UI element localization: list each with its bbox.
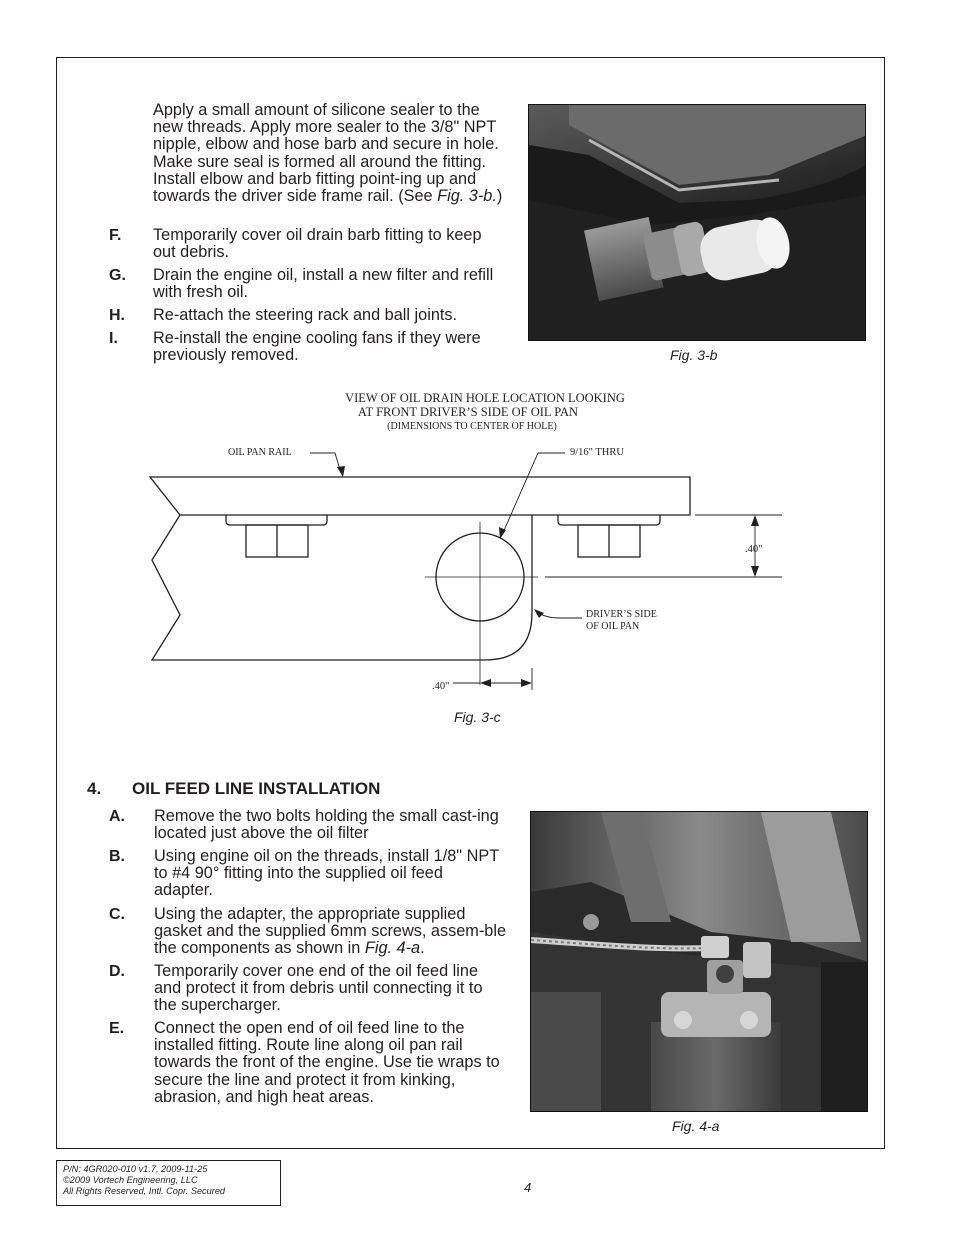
label-thru-hole: 9/16" THRU	[570, 447, 624, 458]
footer-part-number: P/N: 4GR020-010 v1.7, 2009-11-25	[63, 1164, 208, 1174]
step-d-text: Temporarily cover one end of the oil feed line and protect it from debris until connecting it to the supercharger.	[154, 962, 483, 1015]
fig-3b-caption: Fig. 3-b	[670, 347, 718, 363]
section-number: 4.	[87, 779, 102, 798]
step-c-text: Using the adapter, the appropriate supplied gasket and the supplied 6mm screws, assem-ble the components as shown in Fig. 4-a.	[154, 905, 507, 958]
step-g-label: G.	[109, 267, 126, 284]
step-f-text: Temporarily cover oil drain barb fitting to keep out debris.	[153, 226, 482, 262]
step-b-label: B.	[109, 848, 125, 865]
fig-4a-caption: Fig. 4-a	[672, 1118, 720, 1134]
fig-reference: Fig. 4-a	[364, 939, 421, 958]
intro-paragraph: Apply a small amount of silicone sealer to the new threads. Apply more sealer to the 3/8" NPT nipple, elbow and hose barb and secure in hole. Make sure seal is formed all around the fitting. Install elbow and barb fitting point-ing up and towards the driver side frame rail. (See Fig. 3-b.)	[153, 101, 503, 206]
step-a-label: A.	[109, 808, 125, 825]
diagram-title-line3: (DIMENSIONS TO CENTER OF HOLE)	[387, 421, 557, 432]
diagram-title-line2: AT FRONT DRIVER’S SIDE OF OIL PAN	[357, 405, 579, 419]
step-h-text: Re-attach the steering rack and ball joints.	[153, 306, 458, 324]
label-dim-right: .40"	[745, 544, 763, 555]
label-oil-pan-rail: OIL PAN RAIL	[228, 447, 292, 458]
oil-feed-adapter-photo	[530, 811, 868, 1112]
step-b-text: Using engine oil on the threads, install 1/8" NPT to #4 90° fitting into the supplied oil feed adapter.	[154, 847, 499, 900]
step-a-text: Remove the two bolts holding the small cast-ing located just above the oil filter	[154, 807, 499, 843]
oil-drain-fitting-photo	[528, 104, 866, 341]
label-drivers-side-2: OF OIL PAN	[586, 621, 640, 632]
section-title: OIL FEED LINE INSTALLATION	[132, 779, 381, 798]
fig-reference: Fig. 3-b.	[437, 187, 497, 206]
page-number: 4	[524, 1180, 532, 1195]
oil-drain-hole-diagram	[140, 385, 790, 705]
step-i-label: I.	[109, 330, 118, 347]
step-e-text: Connect the open end of oil feed line to the installed fitting. Route line along oil pan rail towards the front of the engine. Use tie wraps to secure the line and protect it from kinking, abrasion, and high heat areas.	[154, 1019, 500, 1106]
footer-box	[56, 1160, 281, 1206]
footer-rights: All Rights Reserved, Intl. Copr. Secured	[63, 1186, 226, 1196]
step-d-label: D.	[109, 963, 125, 980]
step-i-text: Re-install the engine cooling fans if they were previously removed.	[153, 329, 481, 365]
step-f-label: F.	[109, 227, 122, 244]
footer-copyright: ©2009 Vortech Engineering, LLC	[63, 1175, 198, 1185]
step-g-text: Drain the engine oil, install a new filter and refill with fresh oil.	[153, 266, 494, 302]
step-c-label: C.	[109, 906, 125, 923]
diagram-title-line1: VIEW OF OIL DRAIN HOLE LOCATION LOOKING	[345, 391, 625, 405]
step-e-label: E.	[109, 1020, 125, 1037]
fig-3c-caption: Fig. 3-c	[454, 709, 501, 725]
label-dim-bottom: .40"	[432, 681, 450, 692]
step-h-label: H.	[109, 307, 125, 324]
label-drivers-side-1: DRIVER’S SIDE	[586, 609, 657, 620]
